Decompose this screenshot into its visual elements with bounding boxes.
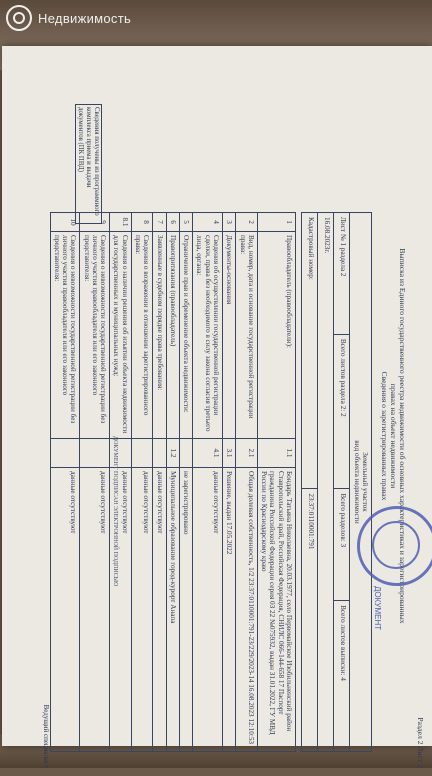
row-number: 8.1 [110,213,132,232]
table-row [236,213,258,752]
table-row [80,213,110,752]
row-value: Общая долевая собственность, 1/2 23:37:0110001:791-23/229/2023-14 16.08.2023 12:10:53 [236,468,258,752]
row-label: Сведения о возражении в отношении зарегистрированного права: [131,232,153,439]
row-subnumber: 1.2 [166,439,179,468]
rotated-document-content [18,96,428,776]
sheets-in-section: Всего листов раздела 2: 2 [334,334,350,489]
table-row [166,213,179,752]
object-type-cell [350,213,372,752]
row-value: данные отсутствуют [131,468,153,752]
row-label: Сведения об осуществлении государственной регистрации сделки, права без необходимого в силу закона согласия третьего лица, органа: [193,232,223,439]
row-value: Муниципальное образование город-курорт Анапа [166,468,179,752]
row-label: Сведения о невозможности государственной регистрации без личного участия правообладателя или его законного представителя: [50,232,80,439]
row-number: 3 [223,213,236,232]
watermark-text: Недвижимость [38,10,132,26]
row-label: Правообладатель (правообладатели): [257,232,295,439]
row-subnumber: 3.1 [223,439,236,468]
document-title: Выписка из Единого государственного реестра недвижимости об основных характеристиках и зарегистрированных правах на объект недвижимости [389,248,407,624]
footer-source-box [75,104,102,224]
meta-table [301,212,372,752]
row-value: не зарегистрировано [179,468,192,752]
row-label: Заявленные в судебном порядке права требования: [153,232,166,439]
sheet-number: Лист № 1 раздела 2 [334,213,350,335]
table-row [223,213,236,752]
row-value: данные отсутствуют [153,468,166,752]
row-number: 1 [257,213,295,232]
row-value: данные отсутствуют [110,468,132,752]
total-sections: Всего разделов: 3 [334,489,350,601]
row-value: Бондарь Татьяна Николаевна, 20.03.1977, село Первомайское Изобильненский район Ставропольский край, Российская Федерация, СНИЛС 066-144-658 17 Паспорт гражданина Российской Федерации серия 03 22 №075932, выдан 31.01.2022, ГУ МВД России по Краснодарскому краю [257,468,295,752]
rights-table [50,212,296,752]
row-subnumber [153,439,166,468]
row-number: 9 [80,213,110,232]
row-number: 2 [236,213,258,232]
table-row [153,213,166,752]
row-label: Сведения о наличии решения об изъятии объекта недвижимости для государственных и муниципальных нужд: [110,232,132,439]
row-label: Документы-основания [223,232,236,439]
document-sheet [2,46,432,768]
specialist-role: Ведущий специалист [42,704,50,768]
object-type-caption: вид объекта недвижимости [352,440,361,524]
cadastral-label: Кадастровый номер: [302,213,318,489]
row-label: Правопритязания (правообладатель) [166,232,179,439]
cadastral-value: 23:37:0110001:791 [302,489,318,752]
row-value: данные отсутствуют [193,468,223,752]
row-number: 8 [131,213,153,232]
document-subtitle: Сведения о зарегистрированных правах [380,371,389,501]
row-subnumber: 1.1 [257,439,295,468]
row-value: данные отсутствуют [80,468,110,752]
row-number: 6 [166,213,179,232]
row-subnumber [131,439,153,468]
row-label: Сведения о невозможности государственной регистрации без личного участия правообладателя или его законного представителя: [80,232,110,439]
seal-label: ДОКУМЕНТ [373,586,382,631]
row-label: Вид, номер, дата и основание государственной регистрации права: [236,232,258,439]
table-row [179,213,192,752]
table-row [131,213,153,752]
row-subnumber: 2.1 [236,439,258,468]
document-date: 16.08.2023г. [318,213,334,752]
total-sheets: Всего листов выписки: 4 [334,601,350,752]
watermark-logo-icon [6,5,32,31]
signature-stamp-caption: ДОКУМЕНТ ПОДПИСАН ЭЛЕКТРОННОЙ ПОДПИСЬЮ [112,436,118,587]
row-number: 4 [193,213,223,232]
row-subnumber [50,439,80,468]
row-value: Решение, выдан 17.05.2022 [223,468,236,752]
table-row [50,213,80,752]
row-subnumber: 4.1 [193,439,223,468]
row-number: 10 [50,213,80,232]
footer-source-text: Сведения получены из программного комплекса приема и выдачи документов (ПК ПВД) [75,105,101,224]
watermark [6,5,131,31]
section-sheet-label: Раздел 2 Лист 2 [416,717,425,768]
row-number: 7 [153,213,166,232]
official-seal [357,506,432,586]
row-label: Ограничение прав и обременение объекта недвижимости: [179,232,192,439]
row-subnumber [80,439,110,468]
object-type: Земельный участок [361,452,369,512]
row-subnumber [179,439,192,468]
row-number: 5 [179,213,192,232]
row-value: данные отсутствуют [50,468,80,752]
table-row [193,213,223,752]
table-row [257,213,295,752]
